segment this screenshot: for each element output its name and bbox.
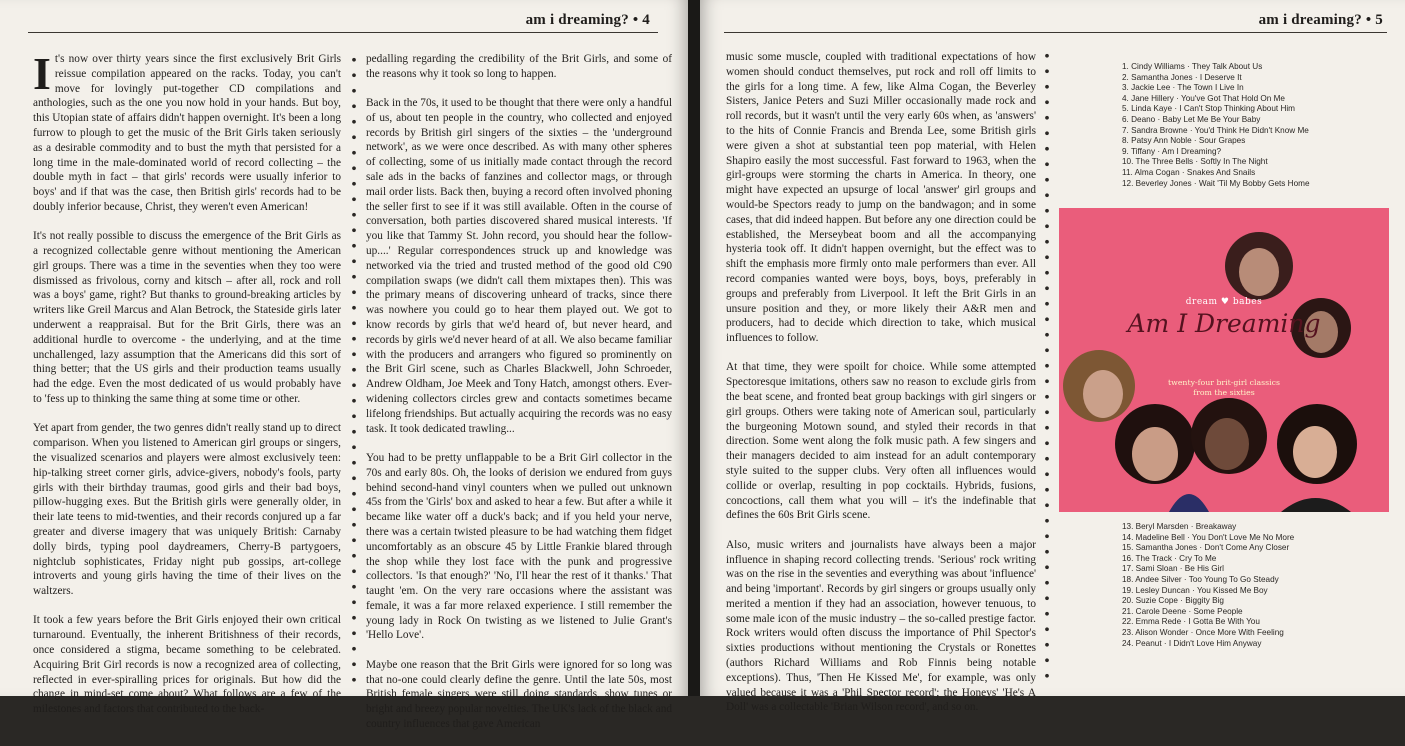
running-head-right: am i dreaming? • 5 [1258, 12, 1383, 28]
paragraph: music some muscle, coupled with traditional expectations of how women should conduct themselves, put rock and roll off limits to the girls for a long time. A few, like Alma Cogan, the Beverley Sisters, Janice Peters and Suzi Miller occasionally made rock and roll records, but it wasn't until the very early 60s when, as 'answers' to the hits of Connie Francis and Brenda Lee, some British girls were given a shot at substantial teen pop material, with Helen Shapiro easily the most successful. Fast forward to 1963, when the girl-groups were storming the charts in America. In theory, one might have expected an upsurge of local 'answer' girl groups and would-be Spectors ready to jump on the bandwagon; and in some cases, that did indeed happen. But before any one direction could be established, the Merseybeat boom and all the accompanying hysteria took off. It didn't happen overnight, but the effect was to shift the emphasis more firmly onto male performers than ever. All record companies wanted were boys, boys, boys, preferably in groups and preferably from Liverpool. It left the Brit Girls in an unsure position and they, or more likely their A&R men and producers, had to decide which direction to take, which musical influences to follow. [726, 51, 1036, 345]
paragraph [33, 48, 341, 215]
track-item: 22. Emma Rede · I Gotta Be With You [1122, 617, 1260, 627]
left-column-2 [366, 52, 672, 746]
track-item: 3. Jackie Lee · The Town I Live In [1122, 83, 1244, 93]
track-item: 4. Jane Hillery · You've Got That Hold On Me [1122, 93, 1285, 103]
paragraph: At that time, they were spoilt for choice. While some attempted Spectoresque imitations, others saw no reason to exclude girls from the beat scene, and fronted beat group backings with girl singers or girl groups. Others were taking note of American soul, particularly the burgeoning Motown sound, and styled their records in that direction. Some went along the folk music path. A few singers and their managers decided to aim instead for an adult contemporary style suited to the supper clubs. Very often all influences would collide or overlap, resulting in pop cocktails. Hybrids, fusions, concoctions, call them what you will – it's the indefinable that defines the 60s Brit Girls scene. [726, 361, 1036, 522]
paragraph: Also, music writers and journalists have always been a major influence in shaping record collecting trends. 'Serious' rock writing was on the rise in the seventies and everything was about 'influence' and being 'important'. Records by girl singers or groups usually only merited a mention if they had an association, however tenuous, to some male icon of the music industry – the so-called prestige factor. Rock writers would often discuss the importance of Phil Spector's sixties productions without mentioning the Crystals or Ronettes (authors Richard Williams and Rob Finnis being notable exceptions). Thus, 'Then He Kissed Me', for example, was only valued because it was a 'Phil Spector record'; the Honeys' 'He's A Doll' was a collectable 'Brian Wilson record', and so on. [726, 538, 1036, 714]
column-divider-dots [351, 52, 357, 692]
track-item: 15. Samantha Jones · Don't Come Any Closer [1122, 543, 1290, 553]
paragraph: You had to be pretty unflappable to be a Brit Girl collector in the 70s and early 80s. Oh, the looks of derision we endured from guys behind second-hand vinyl counters when we pulled out unknown 45s from the 'Girls' box and asked to hear a few. But after a while it became like water off a duck's back; and if you held your nerve, there was a certain twisted pleasure to be had watching them fidget uncomfortably as an obscure 45 by Little Frankie blared through the shop while they lost face with the punk and progressive collectors. 'Is that enough?' 'No, I'll hear the rest of it thanks.' That taught 'em. On the very rare occasions where the assistant was female, it was a far more relaxed experience. I still remember the young lady in Rock On twisting as we listened to Julie Grant's 'Hello Love'. [366, 451, 672, 642]
track-item: 21. Carole Deene · Some People [1122, 606, 1243, 616]
paragraph: It's not really possible to discuss the emergence of the Brit Girls as a recognized collectable genre without mentioning the American girl groups. There was a time in the seventies when they too were dismissed as frivolous, corny and kitsch – after all, rock and roll was a boys' game, right? But thanks to ground-breaking articles by writers like Greil Marcus and Alan Betrock, the Stateside girls later underwent a reappraisal. But for the Brit Girls, there was an additional hurdle to overcome - the underlying, and at the time unchallenged, lazy assumption that the Americans did this sort of thing better; that the US girls and their production teams usually had the edge. Even the most dedicated of us would probably have to 'fess up to thinking the same thing at some time or other. [33, 230, 341, 406]
right-page [700, 0, 1405, 714]
track-item: 11. Alma Cogan · Snakes And Snails [1122, 167, 1256, 177]
tracklist-bottom [1122, 522, 1294, 649]
paragraph-text: t's now over thirty years since the first exclusively Brit Girls reissue compilation appeared on the racks. Today, you can't move for lovingly put-together CD compilations and anthologies, such as the one you now hold in your hands. But boy, this Utopian state of affairs didn't happen overnight. It's been a long furrow to plough to get the music of the Brit Girls taken seriously as a desirable commodity and to bust the myth that persisted for a long time in the male-dominated world of record collecting – the double myth in fact – that girls' records were usually inferior to boys' and if that was the case, then British girls' records had to be doubly inferior because, Christ, they weren't even American! [33, 53, 341, 213]
header-rule-right [724, 32, 1387, 33]
track-item: 18. Andee Silver · Too Young To Go Steady [1122, 574, 1279, 584]
track-item: 10. The Three Bells · Softly In The Night [1122, 157, 1268, 167]
track-item: 13. Beryl Marsden · Breakaway [1122, 522, 1237, 531]
track-item: 12. Beverley Jones · Wait 'Til My Bobby Gets Home [1122, 178, 1310, 188]
track-item: 1. Cindy Williams · They Talk About Us [1122, 62, 1263, 71]
cover-title: Am I Dreaming [1127, 309, 1321, 338]
track-item: 20. Suzie Cope · Biggity Big [1122, 596, 1224, 606]
cover-subtitle-line: from the sixties [1193, 388, 1255, 397]
track-item: 7. Sandra Browne · You'd Think He Didn't Know Me [1122, 125, 1309, 135]
track-item: 16. The Track · Cry To Me [1122, 553, 1217, 563]
paragraph: Back in the 70s, it used to be thought that there were only a handful of us, about ten people in the country, who collected and enjoyed records by British girl singers of the sixties – the 'underground network', as we were once described. As with many other spheres of collecting, some of us initially made contact through the record sale ads in the backs of fanzines and collector mags, or through mail order lists. Back then, buying a record often involved phoning the seller first to see if it was still available. Often in the course of conversation, both parties discovered shared musical interests. 'If you like that Tammy St. John record, you should hear the follow-up....' Regular correspondences struck up and knowledge was networked via the tried and trusted method of the good old C90 compilation swaps (we didn't call them mixtapes then). This was the primary means of discovering unheard of tracks, since there was nowhere you could go to hear them played out. We got to know records by girls that we'd heard of, but never heard, and records by girls we'd never heard of at all. We also became familiar with the producers and arrangers who figured so prominently on the Brit Girl scene, such as Charles Blackwell, John Schroeder, Andrew Oldham, Joe Meek and Tony Hatch, amongst others. Ever-widening collectors circles grew and contacts sometimes became lifelong friendships. But actually acquiring the records was no easy task. It took dedicated trawling... [366, 97, 672, 435]
track-item: 17. Sami Sloan · Be His Girl [1122, 564, 1224, 574]
running-head-left: am i dreaming? • 4 [525, 12, 650, 28]
track-item: 14. Madeline Bell · You Don't Love Me No More [1122, 532, 1295, 542]
column-divider-dots [1044, 48, 1050, 688]
track-item: 5. Linda Kaye · I Can't Stop Thinking About Him [1122, 104, 1295, 114]
paragraph: pedalling regarding the credibility of the Brit Girls, and some of the reasons why it took so long to happen. [366, 53, 672, 80]
tracklist-top [1122, 62, 1310, 189]
left-column-1 [33, 48, 341, 731]
drop-cap: I [33, 48, 51, 99]
track-item: 23. Alison Wonder · Once More With Feeling [1122, 627, 1284, 637]
right-column-1 [726, 50, 1036, 730]
paragraph: Yet apart from gender, the two genres didn't really stand up to direct comparison. When you listened to American girl groups or singers, the visualized scenarios and players were almost exclusively teen: hip-talking street corner girls, advice-givers, nobody's fools, party girls with their birthday traumas, good girls and their bad boys, pillow-hugging exes. But the British girls were generally older, in their late teens to mid-twenties, and their records conjured up a far greater and diverse imagery that was uniquely British: Carnaby dolly birds, typing pool daydreamers, Cherry-B partygoers, nightclub sophisticates, Friday night pub gossips, art-college introverts and young girls having the time of their lives on the waltzers. [33, 422, 341, 598]
track-item: 24. Peanut · I Didn't Love Him Anyway [1122, 638, 1262, 648]
cover-subtitle [1059, 378, 1389, 398]
track-item: 6. Deano · Baby Let Me Be Your Baby [1122, 114, 1261, 124]
cover-photo-illustration [1059, 208, 1389, 512]
track-item: 2. Samantha Jones · I Deserve It [1122, 72, 1242, 82]
track-item: 9. Tiffany · Am I Dreaming? [1122, 146, 1222, 156]
track-item: 8. Patsy Ann Noble · Sour Grapes [1122, 136, 1246, 146]
paragraph: Maybe one reason that the Brit Girls were ignored for so long was that no-one could clearly define the genre. Until the late 50s, most British female singers were still doing standards, show tunes or bright and breezy popular novelties. The UK's lack of the black and country influences that gave American [366, 658, 672, 730]
cover-brand-text: dream ♥ babes [1185, 297, 1263, 307]
left-page [0, 0, 688, 730]
track-item: 19. Lesley Duncan · You Kissed Me Boy [1122, 585, 1268, 595]
book-gutter [688, 0, 700, 696]
paragraph: It took a few years before the Brit Girls enjoyed their own critical turnaround. Eventually, the inherent Britishness of their records, once considered a stigma, became something to be celebrated. Acquiring Brit Girl records is now a recognized area of collecting, reflected in ever-spiralling prices for originals. But how did the change in mind-set come about? What follows are a few of the milestones and factors that contributed to the back- [33, 614, 341, 716]
album-cover [1059, 208, 1389, 512]
cover-subtitle-line: twenty-four brit-girl classics [1168, 378, 1280, 387]
header-rule-left [28, 32, 658, 33]
